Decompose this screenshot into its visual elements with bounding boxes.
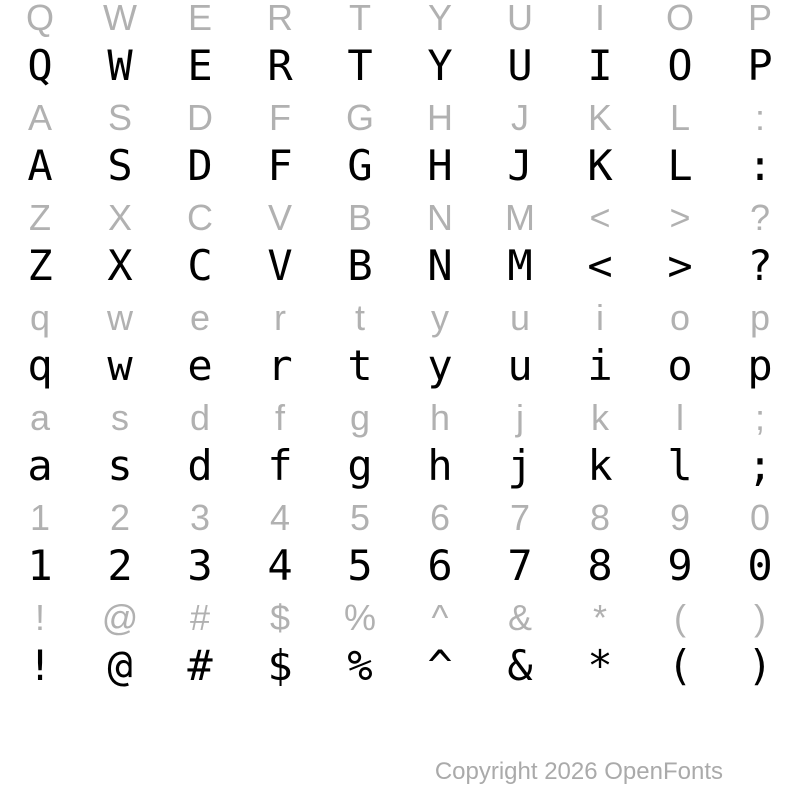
- glyph-cell: B: [347, 197, 372, 238]
- glyph-cell: L: [669, 97, 691, 138]
- glyph-cell: (: [674, 597, 686, 638]
- glyph-cell: i: [596, 297, 604, 338]
- glyph-cell: !: [34, 597, 45, 638]
- glyph-cell: A: [27, 141, 53, 190]
- glyph-row-ink-5: [0, 441, 800, 490]
- glyph-cell: Y: [427, 41, 453, 90]
- glyph-cell: >: [667, 241, 693, 290]
- glyph-cell: h: [427, 441, 453, 490]
- glyph-cell: J: [511, 97, 529, 138]
- glyph-cell: a: [27, 441, 53, 490]
- glyph-cell: F: [269, 97, 291, 138]
- glyph-cell: Q: [25, 0, 54, 38]
- glyph-cell: u: [509, 297, 531, 338]
- glyph-cell: 7: [507, 541, 533, 590]
- glyph-cell: T: [347, 41, 373, 90]
- glyph-row-muted-7: [0, 597, 800, 638]
- glyph-row-ink-2: [0, 141, 800, 190]
- glyph-cell: j: [516, 397, 524, 438]
- glyph-cell: U: [507, 0, 533, 38]
- glyph-cell: T: [349, 0, 371, 38]
- glyph-cell: s: [107, 441, 133, 490]
- glyph-cell: R: [267, 0, 293, 38]
- glyph-cell: d: [187, 441, 213, 490]
- glyph-row-ink-4: [0, 341, 800, 390]
- glyph-cell: ): [747, 641, 773, 690]
- glyph-row-ink-7: [0, 641, 800, 690]
- glyph-cell: N: [427, 197, 453, 238]
- glyph-cell: D: [187, 141, 213, 190]
- glyph-cell: e: [189, 297, 211, 338]
- glyph-cell: G: [345, 97, 374, 138]
- glyph-cell: f: [274, 397, 285, 438]
- glyph-cell: h: [429, 397, 451, 438]
- glyph-row-muted-6: [0, 497, 800, 538]
- glyph-cell: t: [354, 297, 365, 338]
- glyph-cell: &: [507, 597, 532, 638]
- glyph-cell: C: [187, 241, 213, 290]
- glyph-cell: 0: [747, 541, 773, 590]
- glyph-row-muted-4: [0, 297, 800, 338]
- glyph-cell: O: [665, 0, 694, 38]
- glyph-cell: >: [669, 197, 691, 238]
- glyph-cell: H: [427, 141, 453, 190]
- glyph-row-ink-6: [0, 541, 800, 590]
- glyph-cell: ?: [749, 197, 771, 238]
- glyph-cell: K: [587, 97, 612, 138]
- glyph-cell: Q: [27, 41, 53, 90]
- glyph-cell: 6: [427, 541, 453, 590]
- glyph-cell: g: [349, 397, 371, 438]
- glyph-cell: W: [103, 0, 137, 38]
- glyph-cell: R: [267, 41, 293, 90]
- glyph-cell: I: [587, 41, 613, 90]
- glyph-cell: !: [27, 641, 53, 690]
- glyph-cell: E: [187, 41, 213, 90]
- glyph-cell: &: [507, 641, 533, 690]
- glyph-cell: X: [107, 241, 133, 290]
- glyph-cell: ): [754, 597, 766, 638]
- glyph-cell: w: [107, 297, 133, 338]
- glyph-row-ink-1: [0, 41, 800, 90]
- glyph-cell: V: [267, 241, 293, 290]
- glyph-cell: H: [427, 97, 453, 138]
- glyph-cell: ;: [747, 441, 773, 490]
- glyph-cell: 9: [669, 497, 691, 538]
- glyph-cell: r: [267, 341, 293, 390]
- glyph-cell: M: [507, 241, 533, 290]
- glyph-cell: G: [347, 141, 373, 190]
- glyph-cell: q: [27, 341, 53, 390]
- glyph-cell: B: [347, 241, 373, 290]
- glyph-cell: 0: [749, 497, 771, 538]
- glyph-cell: %: [347, 641, 373, 690]
- glyph-row-muted-1: [0, 0, 800, 36]
- glyph-cell: w: [107, 341, 133, 390]
- glyph-cell: J: [507, 141, 533, 190]
- glyph-cell: W: [107, 41, 133, 90]
- glyph-cell: i: [587, 341, 613, 390]
- glyph-cell: q: [29, 297, 51, 338]
- glyph-cell: s: [111, 397, 129, 438]
- glyph-cell: #: [187, 641, 213, 690]
- glyph-cell: I: [594, 0, 605, 38]
- glyph-cell: 1: [29, 497, 51, 538]
- glyph-cell: 3: [187, 541, 213, 590]
- glyph-cell: o: [669, 297, 691, 338]
- glyph-cell: P: [747, 41, 773, 90]
- glyph-cell: *: [592, 597, 607, 638]
- glyph-cell: S: [107, 97, 132, 138]
- glyph-cell: 3: [189, 497, 211, 538]
- copyright-text: Copyright 2026 OpenFonts: [434, 758, 723, 785]
- glyph-cell: r: [274, 297, 286, 338]
- glyph-cell: <: [589, 197, 611, 238]
- glyph-cell: P: [747, 0, 772, 38]
- glyph-row-ink-3: [0, 241, 800, 290]
- glyph-cell: 5: [349, 497, 371, 538]
- glyph-cell: a: [29, 397, 51, 438]
- glyph-cell: y: [427, 341, 453, 390]
- glyph-cell: u: [507, 341, 533, 390]
- glyph-cell: p: [749, 297, 771, 338]
- glyph-cell: y: [431, 297, 449, 338]
- glyph-cell: :: [747, 141, 773, 190]
- glyph-cell: 1: [27, 541, 53, 590]
- glyph-cell: O: [667, 41, 693, 90]
- glyph-cell: j: [507, 441, 533, 490]
- glyph-cell: F: [267, 141, 293, 190]
- glyph-cell: $: [269, 597, 291, 638]
- glyph-cell: S: [107, 141, 133, 190]
- glyph-cell: g: [347, 441, 373, 490]
- glyph-cell: l: [667, 441, 693, 490]
- glyph-cell: 8: [587, 541, 613, 590]
- glyph-cell: 2: [107, 541, 133, 590]
- glyph-cell: E: [187, 0, 212, 38]
- glyph-row-muted-2: [0, 97, 800, 138]
- glyph-cell: $: [267, 641, 293, 690]
- glyph-cell: L: [667, 141, 693, 190]
- glyph-cell: @: [101, 597, 139, 638]
- glyph-cell: X: [107, 197, 132, 238]
- glyph-cell: ?: [747, 241, 773, 290]
- glyph-cell: ;: [754, 397, 765, 438]
- glyph-cell: 7: [509, 497, 531, 538]
- glyph-cell: t: [347, 341, 373, 390]
- glyph-row-muted-3: [0, 197, 800, 238]
- glyph-cell: Y: [427, 0, 452, 38]
- glyph-cell: 4: [269, 497, 291, 538]
- glyph-cell: U: [507, 41, 533, 90]
- glyph-cell: 4: [267, 541, 293, 590]
- glyph-cell: 2: [109, 497, 131, 538]
- glyph-cell: :: [754, 97, 765, 138]
- glyph-cell: K: [587, 141, 613, 190]
- glyph-cell: ^: [431, 597, 449, 638]
- glyph-cell: k: [587, 441, 613, 490]
- glyph-cell: Z: [29, 197, 51, 238]
- glyph-cell: f: [267, 441, 293, 490]
- glyph-cell: l: [676, 397, 684, 438]
- glyph-cell: k: [591, 397, 609, 438]
- glyph-cell: (: [667, 641, 693, 690]
- glyph-cell: N: [427, 241, 453, 290]
- glyph-row-muted-5: [0, 397, 800, 438]
- glyph-cell: C: [187, 197, 213, 238]
- glyph-cell: e: [187, 341, 213, 390]
- glyph-cell: ^: [427, 641, 453, 690]
- glyph-cell: 9: [667, 541, 693, 590]
- glyph-cell: 8: [589, 497, 611, 538]
- glyph-cell: @: [107, 641, 133, 690]
- glyph-cell: V: [267, 197, 292, 238]
- glyph-cell: *: [587, 641, 613, 690]
- glyph-cell: o: [667, 341, 693, 390]
- glyph-cell: A: [27, 97, 52, 138]
- glyph-cell: 5: [347, 541, 373, 590]
- glyph-cell: Z: [27, 241, 53, 290]
- glyph-cell: 6: [429, 497, 451, 538]
- glyph-cell: d: [189, 397, 211, 438]
- glyph-cell: D: [187, 97, 213, 138]
- glyph-cell: p: [747, 341, 773, 390]
- glyph-cell: %: [343, 597, 376, 638]
- glyph-cell: <: [587, 241, 613, 290]
- glyph-cell: #: [189, 597, 211, 638]
- glyph-cell: M: [505, 197, 535, 238]
